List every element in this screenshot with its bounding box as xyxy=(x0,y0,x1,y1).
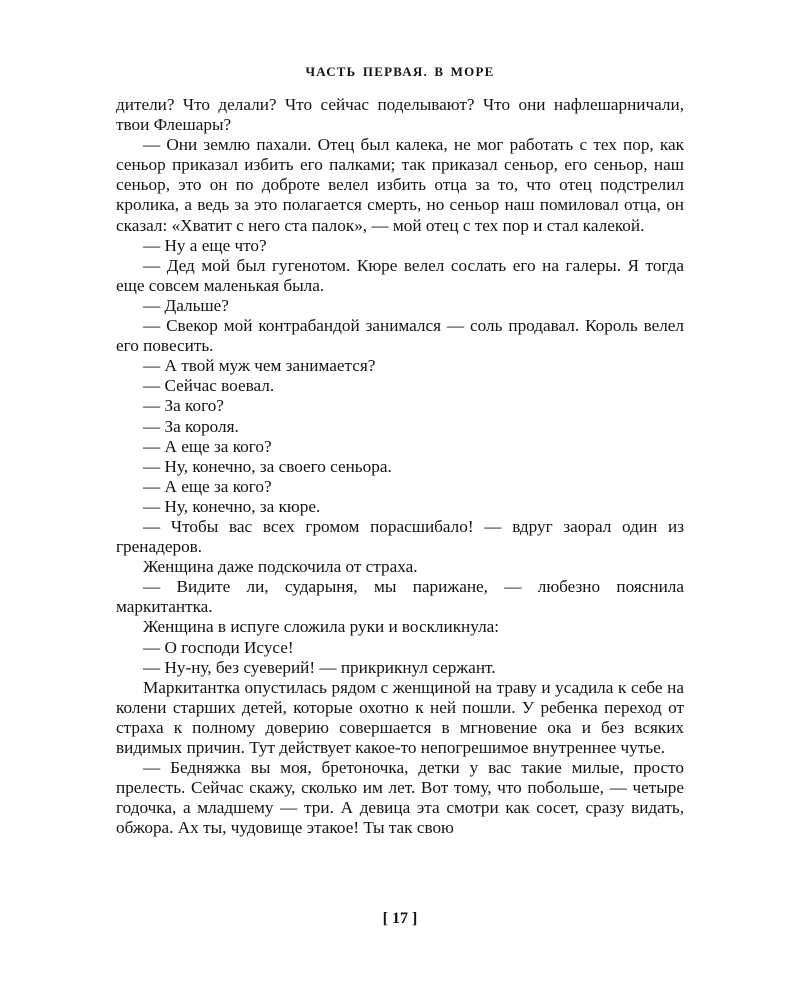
paragraph: — За кого? xyxy=(143,396,224,416)
paragraph: Маркитантка опустилась рядом с женщиной на траву и усадила к себе на колени старших детей, которые охотно к ней пошли. У ребенка переход от страха к полному доверию совершается в мгновение ока и без всяких видимых причин. Тут действует какое-то непогрешимое внутреннее чутье. xyxy=(116,677,684,757)
paragraph: — Они землю пахали. Отец был калека, не мог работать с тех пор, как сеньор приказал избить его палками; так приказал сеньор, его сеньор, наш сеньор, это он по доброте велел избить отца за то, что отец подстрелил кролика, а ведь за это полагается смерть, но сеньор наш помиловал отца, он сказал: «Хватит с него ста палок», — мой отец с тех пор и стал калекой. xyxy=(116,135,684,235)
paragraph: — Видите ли, сударыня, мы парижане, — любезно пояснила маркитантка. xyxy=(116,577,684,617)
paragraph: — Бедняжка вы моя, бретоночка, детки у вас такие милые, просто прелесть. Сейчас скажу, сколько им лет. Вот тому, что побольше, — четыре годочка, а младшему — три. А девица эта смотри как сосет, сразу видать, обжора. Ах ты, чудовище этакое! Ты так свою xyxy=(116,758,684,838)
running-head: ЧАСТЬ ПЕРВАЯ. В МОРЕ xyxy=(305,64,495,79)
paragraph: — А твой муж чем занимается? xyxy=(143,356,376,376)
paragraph: — Ну, конечно, за кюре. xyxy=(143,496,321,516)
paragraph: — О господи Исусе! xyxy=(143,637,294,657)
page-number: [ 17 ] xyxy=(382,910,418,927)
paragraph: — Чтобы вас всех громом порасшибало! — вдруг заорал один из гренадеров. xyxy=(116,516,684,557)
paragraph: — А еще за кого? xyxy=(143,436,272,456)
paragraph: — За короля. xyxy=(143,416,239,436)
paragraph: — Ну-ну, без суеверий! — прикрикнул сержант. xyxy=(143,657,496,677)
paragraph: — Сейчас воевал. xyxy=(143,376,275,396)
paragraph: Женщина в испуге сложила руки и воскликнула: xyxy=(143,617,500,637)
paragraph: — Свекор мой контрабандой занимался — соль продавал. Король велел его повесить. xyxy=(116,316,684,356)
body-text xyxy=(116,95,684,838)
paragraph: дители? Что делали? Что сейчас поделывают? Что они нафлешарничали, твои Флешары? xyxy=(116,95,684,135)
paragraph: — Ну а еще что? xyxy=(143,235,267,255)
paragraph: — А еще за кого? xyxy=(143,476,272,496)
paragraph: — Ну, конечно, за своего сеньора. xyxy=(143,456,392,476)
paragraph: — Дальше? xyxy=(143,295,229,315)
paragraph: Женщина даже подскочила от страха. xyxy=(143,557,418,577)
paragraph: — Дед мой был гугенотом. Кюре велел сослать его на галеры. Я тогда еще совсем маленькая была. xyxy=(116,255,684,295)
